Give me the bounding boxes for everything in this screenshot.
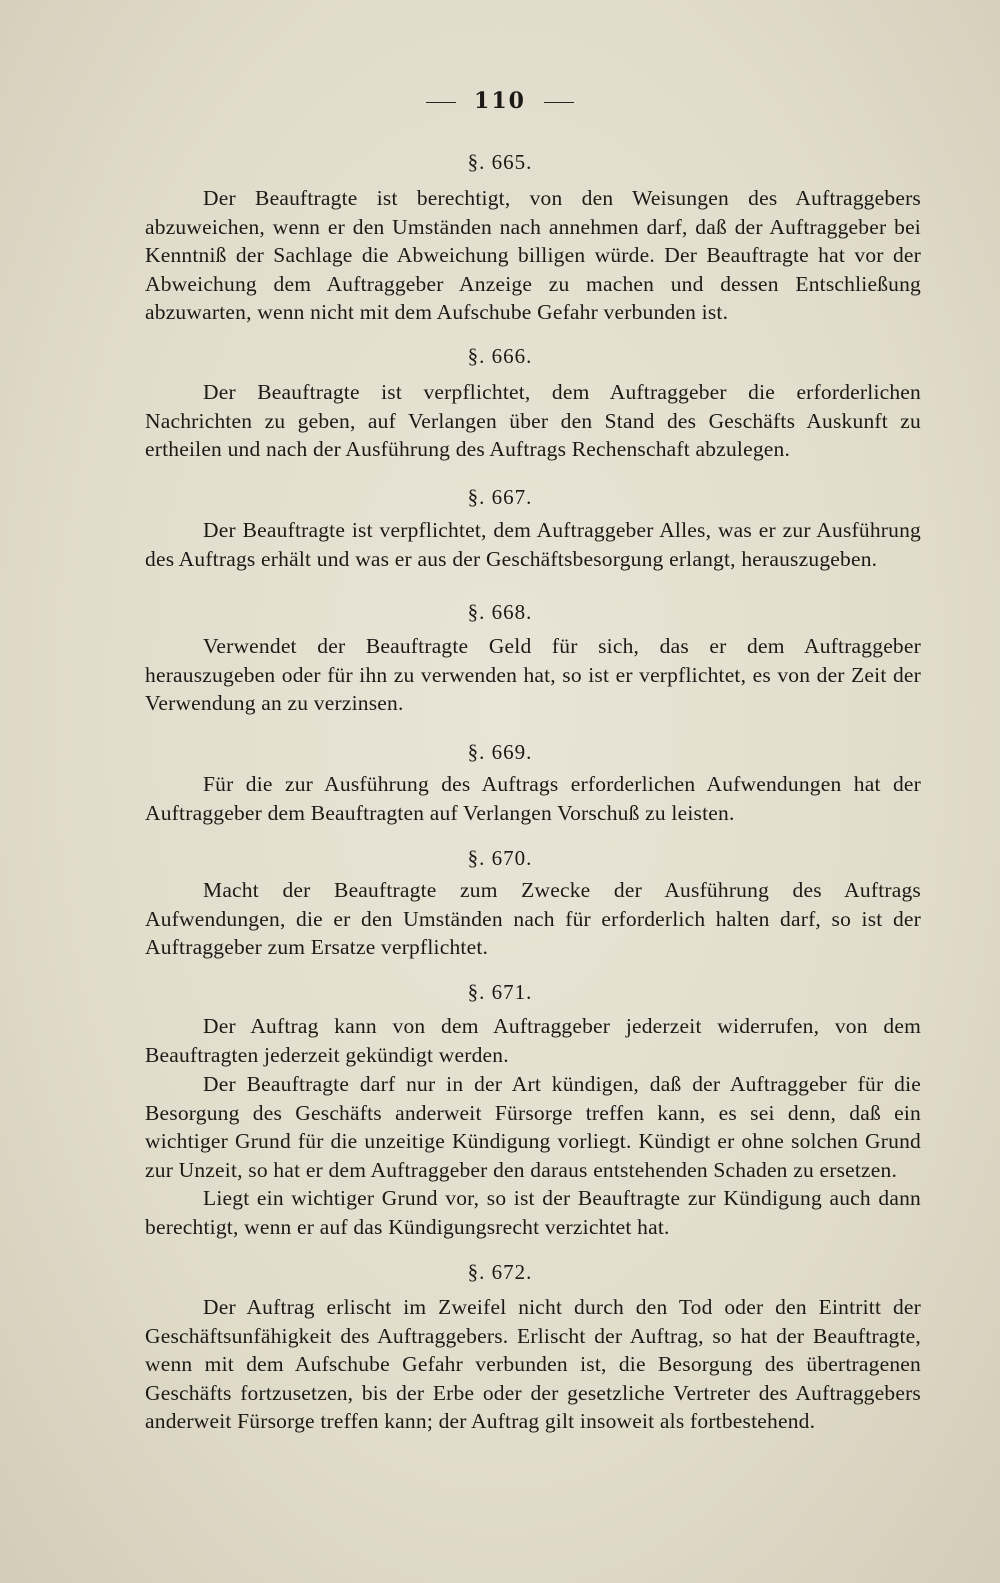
page-header <box>0 88 1000 114</box>
header-dash-right <box>544 102 574 103</box>
section-671-paragraph-2: Der Beauftragte darf nur in der Art kündigen, daß der Auftraggeber für die Besorgung des Geschäfts anderweit Fürsorge treffen kann, es sei denn, daß ein wichtiger Grund für die unzeitige Kündigung vorliegt. Kündigt er ohne solchen Grund zur Unzeit, so hat er dem Auftraggeber den daraus entstehenden Schaden zu ersetzen. <box>145 1072 921 1182</box>
section-heading-669: §. 669. <box>467 740 533 764</box>
section-heading-671: §. 671. <box>467 980 533 1004</box>
section-670-paragraph-1: Macht der Beauftragte zum Zwecke der Ausführung des Auftrags Aufwendungen, die er den Umständen nach für erforderlich halten darf, so ist der Auftraggeber zum Ersatze verpflichtet. <box>145 878 921 959</box>
section-heading-666: §. 666. <box>467 344 533 368</box>
header-dash-left <box>426 102 456 103</box>
section-671-paragraph-1: Der Auftrag kann von dem Auftraggeber jederzeit widerrufen, von dem Beauftragten jederzeit gekündigt werden. <box>145 1014 921 1067</box>
section-heading-667: §. 667. <box>467 485 533 509</box>
section-668-paragraph-1: Verwendet der Beauftragte Geld für sich, das er dem Auftraggeber herauszugeben oder für ihn zu verwenden hat, so ist er verpflichtet, es von der Zeit der Verwendung an zu verzinsen. <box>145 634 921 715</box>
section-672-paragraph-1: Der Auftrag erlischt im Zweifel nicht durch den Tod oder den Eintritt der Geschäftsunfähigkeit des Auftraggebers. Erlischt der Auftrag, so hat der Beauftragte, wenn mit dem Aufschube Gefahr verbunden ist, die Besorgung des übertragenen Geschäfts fortzusetzen, bis der Erbe oder der gesetzliche Vertreter des Auftraggebers anderweit Fürsorge treffen kann; der Auftrag gilt insoweit als fortbestehend. <box>145 1295 921 1433</box>
section-669-paragraph-1: Für die zur Ausführung des Auftrags erforderlichen Aufwendungen hat der Auftraggeber dem Beauftragten auf Verlangen Vorschuß zu leisten. <box>145 772 921 825</box>
section-667-paragraph-1: Der Beauftragte ist verpflichtet, dem Auftraggeber Alles, was er zur Ausführung des Auftrags erhält und was er aus der Geschäftsbesorgung erlangt, herauszugeben. <box>145 518 921 571</box>
page-number: 110 <box>474 88 526 114</box>
section-665-paragraph-1: Der Beauftragte ist berechtigt, von den Weisungen des Auftraggebers abzuweichen, wenn er den Umständen nach annehmen darf, daß der Auftraggeber bei Kenntniß der Sachlage die Abweichung billigen würde. Der Beauftragte hat vor der Abweichung dem Auftraggeber Anzeige zu machen und dessen Entschließung abzuwarten, wenn nicht mit dem Aufschube Gefahr verbunden ist. <box>145 186 921 324</box>
section-heading-672: §. 672. <box>467 1260 533 1284</box>
section-671-paragraph-3: Liegt ein wichtiger Grund vor, so ist der Beauftragte zur Kündigung auch dann berechtigt, wenn er auf das Kündigungsrecht verzichtet hat. <box>145 1186 921 1239</box>
section-heading-665: §. 665. <box>467 150 533 174</box>
section-666-paragraph-1: Der Beauftragte ist verpflichtet, dem Auftraggeber die erforderlichen Nachrichten zu geben, auf Verlangen über den Stand des Geschäfts Auskunft zu ertheilen und nach der Ausführung des Auftrags Rechenschaft abzulegen. <box>145 380 921 461</box>
section-heading-668: §. 668. <box>467 600 533 624</box>
section-heading-670: §. 670. <box>467 846 533 870</box>
